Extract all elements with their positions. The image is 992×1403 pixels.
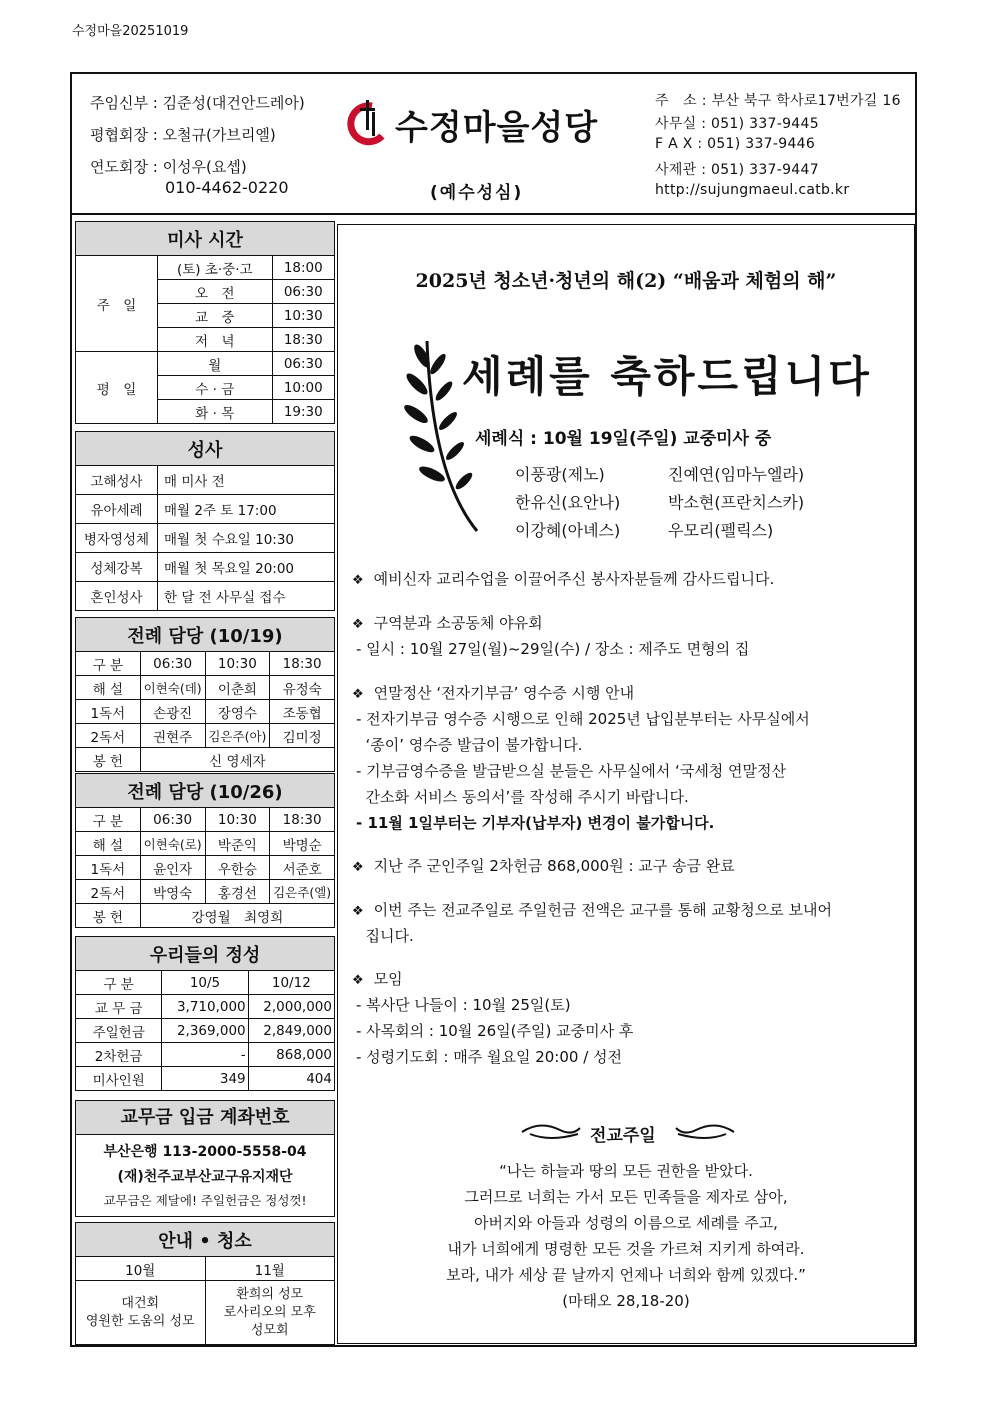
mission-sunday-title: 전교주일 (590, 1126, 656, 1146)
mass-time: 06:30 (272, 280, 334, 304)
notice-item: ❖ 지난 주 군인주일 2차헌금 868,000원 : 교구 송금 완료 (352, 855, 735, 876)
month-label: 11월 (205, 1257, 335, 1281)
liturgy-cell: 손광진 (140, 700, 205, 724)
mass-name: 화 · 목 (158, 400, 273, 424)
quote-line: 아버지와 아들과 성령의 이름으로 세례를 주고, (474, 1214, 778, 1232)
header-divider (70, 213, 917, 215)
offering-cell: 교 무 금 (76, 995, 162, 1019)
liturgy-cell: 박명순 (270, 832, 335, 856)
liturgy-cell: 장영수 (205, 700, 270, 724)
offerings-title: 우리들의 정성 (76, 937, 335, 971)
mass-time: 19:30 (272, 400, 334, 424)
notice-item: ❖ 이번 주는 전교주일로 주일헌금 전액은 교구를 통해 교황청으로 보내어 (352, 899, 832, 920)
weekday-label: 평 일 (76, 352, 158, 424)
offering-cell: 2차헌금 (76, 1043, 162, 1067)
liturgy-cell: 2독서 (76, 724, 141, 748)
sunday-label: 주 일 (76, 256, 158, 352)
account-note: 교무금은 제달에! 주일헌금은 정성껏! (103, 1193, 307, 1208)
sacrament-name: 성체강복 (76, 553, 158, 582)
liturgy-title: 전례 담당 (10/26) (76, 774, 335, 808)
mass-time: 10:00 (272, 376, 334, 400)
liturgy-cell: 10:30 (205, 652, 270, 676)
quote-line: “나는 하늘과 땅의 모든 권한을 받았다. (499, 1162, 753, 1180)
mass-name: 오 전 (158, 280, 273, 304)
offerings-section (75, 936, 335, 1091)
notice-detail: - 사목회의 : 10월 26일(주일) 교중미사 후 (356, 1022, 634, 1040)
offering-cell: 349 (162, 1067, 248, 1091)
liturgy-cell: 김미정 (270, 724, 335, 748)
offering-cell: 404 (248, 1067, 334, 1091)
notice-detail: - 일시 : 10월 27일(월)~29일(수) / 장소 : 제주도 면형의 집 (356, 640, 750, 658)
offering-cell: 2,849,000 (248, 1019, 334, 1043)
liturgy-cell: 해 설 (76, 832, 141, 856)
website-link[interactable]: http://sujungmaeul.catb.kr (655, 182, 850, 198)
fax: F A X : 051) 337-9446 (655, 136, 816, 152)
offering-cell: 구 분 (76, 971, 162, 995)
notice-detail: - 복사단 나들이 : 10월 25일(토) (356, 996, 571, 1014)
council-president: 평협회장 : 오철규(가브리엘) (90, 126, 276, 144)
offering-cell: 868,000 (248, 1043, 334, 1067)
sacrament-name: 고해성사 (76, 466, 158, 495)
sacrament-info: 매월 첫 목요일 20:00 (158, 553, 335, 582)
quote-line: 보라, 내가 세상 끝 날까지 언제나 너희와 함께 있겠다.” (446, 1266, 806, 1284)
baptized-name: 이풍광(제노) (515, 465, 605, 484)
quote-line: 내가 너희에게 명령한 모든 것을 가르쳐 지키게 하여라. (447, 1240, 805, 1258)
liturgy-cell: 김은주(아) (205, 724, 270, 748)
liturgy-cell: 조동협 (270, 700, 335, 724)
notice-detail: - 전자기부금 영수증 시행으로 인해 2025년 납입분부터는 사무실에서 (356, 710, 810, 728)
offering-names: 강영월 최영희 (140, 904, 334, 928)
notice-detail-emphasis: - 11월 1일부터는 기부자(납부자) 변경이 불가합니다. (356, 814, 715, 832)
liturgy-cell: 서준호 (270, 856, 335, 880)
liturgy-cell: 1독서 (76, 856, 141, 880)
liturgy-cell: 18:30 (270, 652, 335, 676)
liturgy-1026-section (75, 773, 335, 928)
notice-title: 안내 • 청소 (76, 1223, 335, 1257)
mass-time: 18:00 (272, 256, 334, 280)
oct-duty: 대건회 영원한 도움의 성모 (76, 1281, 206, 1345)
liturgy-cell: 10:30 (205, 808, 270, 832)
mass-times-section (75, 221, 335, 424)
quote-line: 그러므로 너희는 가서 모든 민족들을 제자로 삼아, (464, 1188, 788, 1206)
notice-detail: - 성령기도회 : 매주 월요일 20:00 / 성전 (356, 1048, 623, 1066)
sacrament-info: 한 달 전 사무실 접수 (158, 582, 335, 611)
sacrament-name: 혼인성사 (76, 582, 158, 611)
ornament-left-icon (520, 1120, 582, 1142)
mass-name: 수 · 금 (158, 376, 273, 400)
parish-title: 수정마을성당 (395, 108, 599, 148)
liturgy-cell: 구 분 (76, 808, 141, 832)
notice-section (75, 1222, 335, 1345)
office-phone: 사무실 : 051) 337-9445 (655, 116, 819, 132)
liturgy-cell: 해 설 (76, 676, 141, 700)
offering-cell: 10/5 (162, 971, 248, 995)
baptized-name: 우모리(펠릭스) (668, 521, 774, 540)
phone: 010-4462-0220 (165, 178, 289, 197)
notice-detail: 집니다. (356, 927, 414, 945)
offering-cell: 2,000,000 (248, 995, 334, 1019)
mass-name: 저 녁 (158, 328, 273, 352)
baptized-name: 진예연(임마누엘라) (668, 465, 805, 484)
offering-names: 신 영세자 (140, 748, 334, 772)
offering-cell: 10/12 (248, 971, 334, 995)
sacrament-name: 병자영성체 (76, 524, 158, 553)
liturgy-cell: 봉 헌 (76, 748, 141, 772)
mass-time: 18:30 (272, 328, 334, 352)
liturgy-cell: 봉 헌 (76, 904, 141, 928)
yeondo-president: 연도회장 : 이성우(요셉) (90, 158, 247, 176)
sacrament-info: 매월 첫 수요일 10:30 (158, 524, 335, 553)
mass-name: 월 (158, 352, 273, 376)
liturgy-cell: 구 분 (76, 652, 141, 676)
mass-name: (토) 초·중·고 (158, 256, 273, 280)
church-logo-icon (342, 98, 392, 146)
sacrament-name: 유아세례 (76, 495, 158, 524)
offering-cell: 미사인원 (76, 1067, 162, 1091)
rectory-phone: 사제관 : 051) 337-9447 (655, 162, 819, 178)
baptism-ceremony: 세례식 : 10월 19일(주일) 교중미사 중 (475, 429, 772, 449)
liturgy-cell: 김은주(엘) (270, 880, 335, 904)
mass-time: 10:30 (272, 304, 334, 328)
liturgy-cell: 18:30 (270, 808, 335, 832)
offering-cell: 주일헌금 (76, 1019, 162, 1043)
liturgy-1019-section (75, 617, 335, 772)
sacrament-title: 성사 (76, 432, 335, 466)
sacrament-section (75, 431, 335, 611)
notice-item: ❖ 모임 (352, 968, 403, 989)
offering-cell: 3,710,000 (162, 995, 248, 1019)
address: 주 소 : 부산 북구 학사로17번가길 16 (655, 93, 901, 109)
mass-name: 교 중 (158, 304, 273, 328)
file-id: 수정마을20251019 (72, 24, 189, 39)
liturgy-cell: 박영숙 (140, 880, 205, 904)
liturgy-cell: 유정숙 (270, 676, 335, 700)
nov-duty: 환희의 성모 로사리오의 모후 성모회 (205, 1281, 335, 1345)
ornament-right-icon (674, 1120, 736, 1142)
liturgy-cell: 박준익 (205, 832, 270, 856)
liturgy-cell: 윤인자 (140, 856, 205, 880)
notice-detail: - 기부금영수증을 발급받으실 분들은 사무실에서 ‘국세청 연말정산 (356, 762, 787, 780)
account-holder: (재)천주교부산교구유지재단 (117, 1169, 293, 1185)
notice-detail: ‘종이’ 영수증 발급이 불가합니다. (356, 736, 583, 754)
headline: 2025년 청소년·청년의 해(2) “배움과 체험의 해” (415, 270, 837, 292)
mass-times-title: 미사 시간 (76, 222, 335, 256)
liturgy-cell: 이현숙(로) (140, 832, 205, 856)
offering-cell: 2,369,000 (162, 1019, 248, 1043)
baptized-name: 박소현(프란치스카) (668, 493, 805, 512)
sacrament-info: 매월 2주 토 17:00 (158, 495, 335, 524)
liturgy-cell: 우한승 (205, 856, 270, 880)
account-title: 교무금 입금 계좌번호 (76, 1101, 334, 1135)
liturgy-cell: 이현숙(데) (140, 676, 205, 700)
liturgy-title: 전례 담당 (10/19) (76, 618, 335, 652)
parish-subtitle: (예수성심) (430, 183, 524, 203)
sacrament-info: 매 미사 전 (158, 466, 335, 495)
liturgy-cell: 홍경선 (205, 880, 270, 904)
liturgy-cell: 2독서 (76, 880, 141, 904)
bank-account: 부산은행 113-2000-5558-04 (103, 1144, 307, 1160)
liturgy-cell: 1독서 (76, 700, 141, 724)
pastor: 주임신부 : 김준성(대건안드레아) (90, 94, 305, 112)
baptism-banner: 세례를 축하드립니다 (462, 352, 872, 401)
month-label: 10월 (76, 1257, 206, 1281)
mass-time: 06:30 (272, 352, 334, 376)
baptized-name: 이강혜(아녜스) (515, 521, 621, 540)
account-section (75, 1100, 335, 1217)
liturgy-cell: 이춘희 (205, 676, 270, 700)
liturgy-cell: 06:30 (140, 652, 205, 676)
baptized-name: 한유신(요안나) (515, 493, 621, 512)
liturgy-cell: 06:30 (140, 808, 205, 832)
offering-cell: - (162, 1043, 248, 1067)
notice-item: ❖ 예비신자 교리수업을 이끌어주신 봉사자분들께 감사드립니다. (352, 568, 774, 589)
notice-detail: 간소화 서비스 동의서’를 작성해 주시기 바랍니다. (356, 788, 689, 806)
quote-source: (마태오 28,18-20) (562, 1292, 690, 1310)
liturgy-cell: 권현주 (140, 724, 205, 748)
notice-item: ❖ 연말정산 ‘전자기부금’ 영수증 시행 안내 (352, 682, 634, 703)
notice-item: ❖ 구역분과 소공동체 야유회 (352, 612, 543, 633)
